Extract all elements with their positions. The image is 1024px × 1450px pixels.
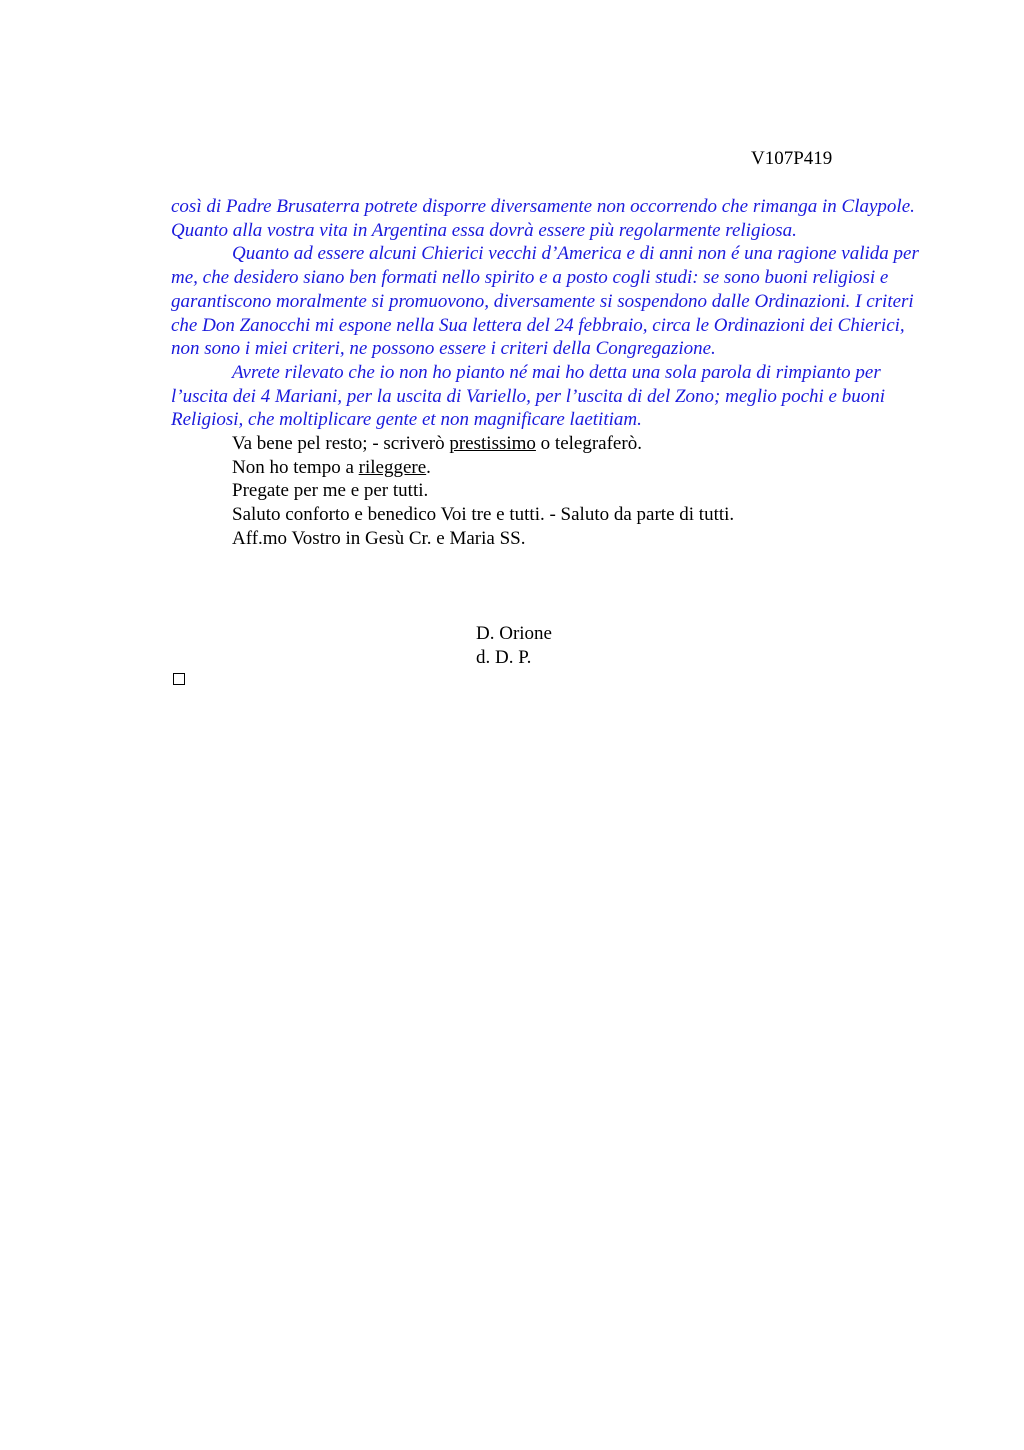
paragraph-3: Avrete rilevato che io non ho pianto né mai ho detta una sola parola di rimpianto per l’uscita dei 4 Mariani, per la uscita di Variello, per l’uscita di del Zono; meglio pochi e buoni Religiosi, che moltiplicare gente et non magnificare laetitiam. [171,361,886,431]
page-reference: V107P419 [751,148,833,169]
paragraph-1: così di Padre Brusaterra potrete disporre diversamente non occorrendo che rimanga in Claypole. Quanto alla vostra vita in Argentina essa dovrà essere più regolarmente religiosa. [171,196,915,241]
closing-line-5: Aff.mo Vostro in Gesù Cr. e Maria SS. [232,527,526,549]
underlined-word-rileggere: rileggere [358,456,427,478]
closing-line-1-text-b: o telegraferò. [535,433,642,455]
signature-title: d. D. P. [476,647,532,668]
closing-line-3: Pregate per me e per tutti. [232,480,429,502]
square-box-icon [173,673,185,685]
underlined-word-prestissimo: prestissimo [449,433,536,455]
paragraph-2: Quanto ad essere alcuni Chierici vecchi d’America e di anni non é una ragione valida per me, che desidero siano ben formati nello spirito e a posto cogli studi: se sono buoni religiosi e garantiscono moralmente si promuovono, diversamente si sospendono dalle Ordinazioni. I criteri che Don Zanocchi mi espone nella Sua lettera del 24 febbraio, circa le Ordinazioni dei Chierici, non sono i miei criteri, ne possono essere i criteri della Congregazione. [171,243,919,360]
closing-line-2-text-b: . [426,456,431,478]
signature-name: D. Orione [476,623,552,644]
closing-line-1 [171,432,919,456]
closing-line-1-text-a: Va bene pel resto; - scriverò [232,433,450,455]
closing-line-2 [171,456,919,480]
closing-line-2-text-a: Non ho tempo a [232,456,359,478]
letter-body [171,195,919,551]
signature-block [476,622,552,670]
closing-line-4: Saluto conforto e benedico Voi tre e tutti. - Saluto da parte di tutti. [232,504,735,526]
